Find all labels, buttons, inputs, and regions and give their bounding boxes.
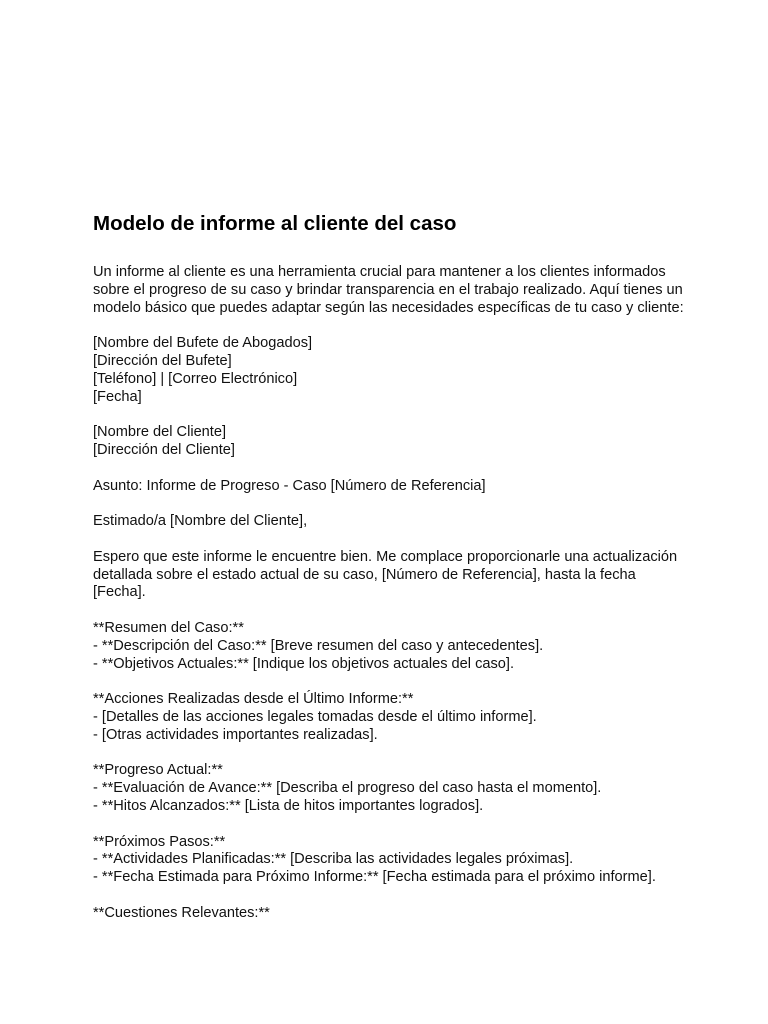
list-item: - [Otras actividades importantes realizadas].	[93, 726, 378, 743]
intro-paragraph	[93, 264, 683, 317]
opening-line: [Fecha].	[93, 584, 146, 601]
section-heading: **Acciones Realizadas desde el Último Informe:**	[93, 691, 414, 708]
list-item: - **Fecha Estimada para Próximo Informe:** [Fecha estimada para el próximo informe].	[93, 869, 656, 886]
greeting-text: Estimado/a [Nombre del Cliente],	[93, 513, 308, 530]
subject-text: Asunto: Informe de Progreso - Caso [Número de Referencia]	[93, 477, 486, 494]
intro-line: modelo básico que puedes adaptar según las necesidades específicas de tu caso y cliente:	[93, 299, 684, 316]
client-address: [Dirección del Cliente]	[93, 441, 235, 458]
greeting-line	[93, 513, 683, 531]
section-heading: **Progreso Actual:**	[93, 762, 223, 779]
firm-name: [Nombre del Bufete de Abogados]	[93, 335, 313, 352]
section-next-steps	[93, 834, 683, 887]
firm-address: [Dirección del Bufete]	[93, 352, 232, 369]
list-item: - [Detalles de las acciones legales tomadas desde el último informe].	[93, 708, 537, 725]
list-item: - **Objetivos Actuales:** [Indique los objetivos actuales del caso].	[93, 655, 515, 672]
list-item: - **Actividades Planificadas:** [Describa las actividades legales próximas].	[93, 851, 574, 868]
section-heading: **Cuestiones Relevantes:**	[93, 904, 270, 921]
intro-line: sobre el progreso de su caso y brindar transparencia en el trabajo realizado. Aquí tienes un	[93, 281, 683, 298]
firm-block	[93, 335, 683, 406]
section-heading: **Resumen del Caso:**	[93, 619, 244, 636]
list-item: - **Evaluación de Avance:** [Describa el progreso del caso hasta el momento].	[93, 780, 602, 797]
client-name: [Nombre del Cliente]	[93, 424, 227, 441]
intro-line: Un informe al cliente es una herramienta crucial para mantener a los clientes informados	[93, 264, 666, 280]
opening-paragraph	[93, 549, 683, 602]
document-title: Modelo de informe al cliente del caso	[93, 212, 457, 235]
section-heading: **Próximos Pasos:**	[93, 833, 226, 850]
section-progress	[93, 762, 683, 815]
section-summary	[93, 620, 683, 673]
section-issues	[93, 905, 683, 923]
document-body	[93, 208, 683, 922]
opening-line: Espero que este informe le encuentre bien. Me complace proporcionarle una actualización	[93, 548, 678, 565]
firm-date: [Fecha]	[93, 388, 142, 405]
subject-line	[93, 478, 683, 496]
opening-line: detallada sobre el estado actual de su caso, [Número de Referencia], hasta la fecha	[93, 566, 636, 583]
section-actions	[93, 691, 683, 744]
firm-contact: [Teléfono] | [Correo Electrónico]	[93, 370, 298, 387]
list-item: - **Hitos Alcanzados:** [Lista de hitos importantes logrados].	[93, 797, 484, 814]
client-block	[93, 424, 683, 460]
list-item: - **Descripción del Caso:** [Breve resumen del caso y antecedentes].	[93, 637, 544, 654]
